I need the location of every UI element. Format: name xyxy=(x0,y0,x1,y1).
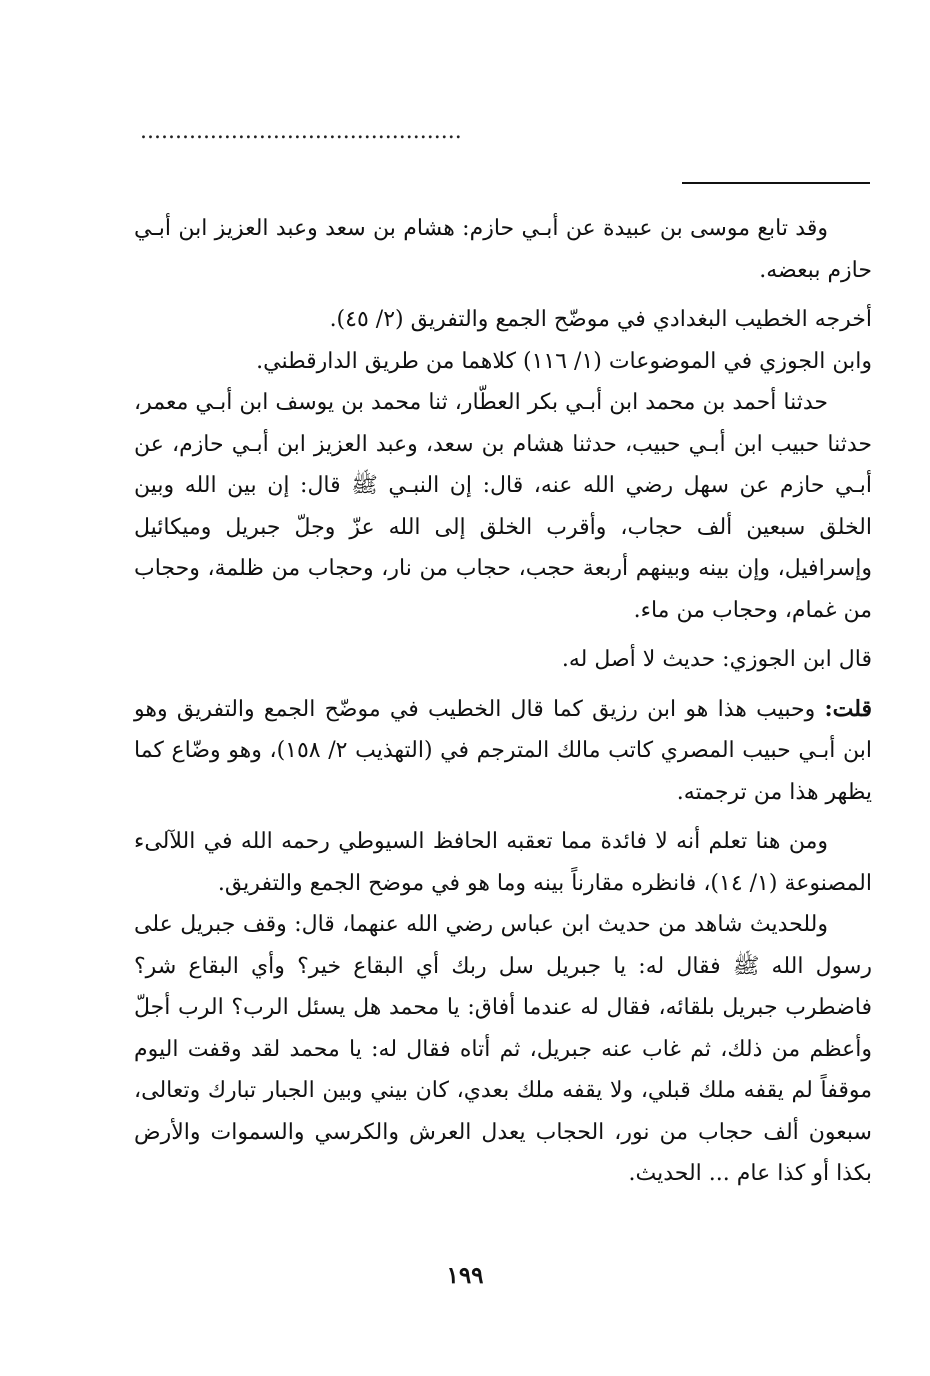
paragraph-5 xyxy=(134,639,872,681)
paragraph-4-text: حدثنا أحمد بن محمد ابن أبـي بكر العطّار، ثنا محمد بن يوسف ابن أبـي معمر، حدثنا حبيب ابن أبـي حبيب، حدثنا هشام بن سعد، وعبد العزيز ابن أبـي حازم، عن أبـي حازم عن سهل رضي الله عنه، قال: إن النبـي ﷺ قال: إن بين الله وبين الخلق سبعين ألف حجاب، وأقرب الخلق إلى الله عزّ وجلّ جبريل وميكائيل وإسرافيل، وإن بينه وبينهم أربعة حجب، حجاب من نار، وحجاب من ظلمة، وحجاب من غمام، وحجاب من ماء. xyxy=(134,390,872,623)
footnote-rule xyxy=(682,182,870,184)
paragraph-2-text: أخرجه الخطيب البغدادي في موضّح الجمع والتفريق (٢/ ٤٥). xyxy=(329,307,872,332)
paragraph-7-text: ومن هنا تعلم أنه لا فائدة مما تعقبه الحافظ السيوطي رحمه الله في اللآلىء المصنوعة (١/ ١٤)، فانظره مقارناً بينه وما هو في موضح الجمع والتفريق. xyxy=(134,829,872,896)
paragraph-3-text: وابن الجوزي في الموضوعات (١/ ١١٦) كلاهما من طريق الدارقطني. xyxy=(256,348,872,374)
qult-label: قلت: xyxy=(824,695,873,722)
paragraph-1-text: وقد تابع موسى بن عبيدة عن أبـي حازم: هشام بن سعد وعبد العزيز ابن أبـي حازم ببعضه. xyxy=(134,216,872,283)
paragraph-8-text: وللحديث شاهد من حديث ابن عباس رضي الله عنهما، قال: وقف جبريل على رسول الله ﷺ فقال له: يا جبريل سل ربك أي البقاع خير؟ وأي البقاع شر؟ فاضطرب جبريل بلقائه، فقال له عندما أفاق: يا محمد هل يسئل الرب؟ الرب أجلّ وأعظم من ذلك، ثم غاب عنه جبريل، ثم أتاه فقال له: يا محمد لقد وقفت اليوم موقفاً لم يقفه ملك قبلي، ولا يقفه ملك بعدي، كان بيني وبين الجبار تبارك وتعالى، سبعون ألف حجاب من نور، الحجاب يعدل العرش والكرسي والسموات والأرض بكذا أو كذا عام ... الحديث. xyxy=(134,912,872,1186)
paragraph-6 xyxy=(134,689,872,814)
paragraph-1 xyxy=(134,208,872,291)
dotted-separator: .............................................. xyxy=(140,122,462,142)
page-body xyxy=(134,208,872,1195)
paragraph-3 xyxy=(134,341,872,383)
paragraph-7 xyxy=(134,821,872,904)
paragraph-2 xyxy=(134,299,872,341)
paragraph-6-text: وحبيب هذا هو ابن رزيق كما قال الخطيب في موضّح الجمع والتفريق وهو ابن أبـي حبيب المصري كاتب مالك المترجم في (التهذيب ٢/ ١٥٨)، وهو وضّاع كما يظهر هذا من ترجمته. xyxy=(134,696,872,805)
paragraph-5-text: قال ابن الجوزي: حديث لا أصل له. xyxy=(561,647,872,672)
page-number: ١٩٩ xyxy=(446,1262,484,1289)
paragraph-8 xyxy=(134,904,872,1195)
paragraph-4 xyxy=(134,382,872,631)
